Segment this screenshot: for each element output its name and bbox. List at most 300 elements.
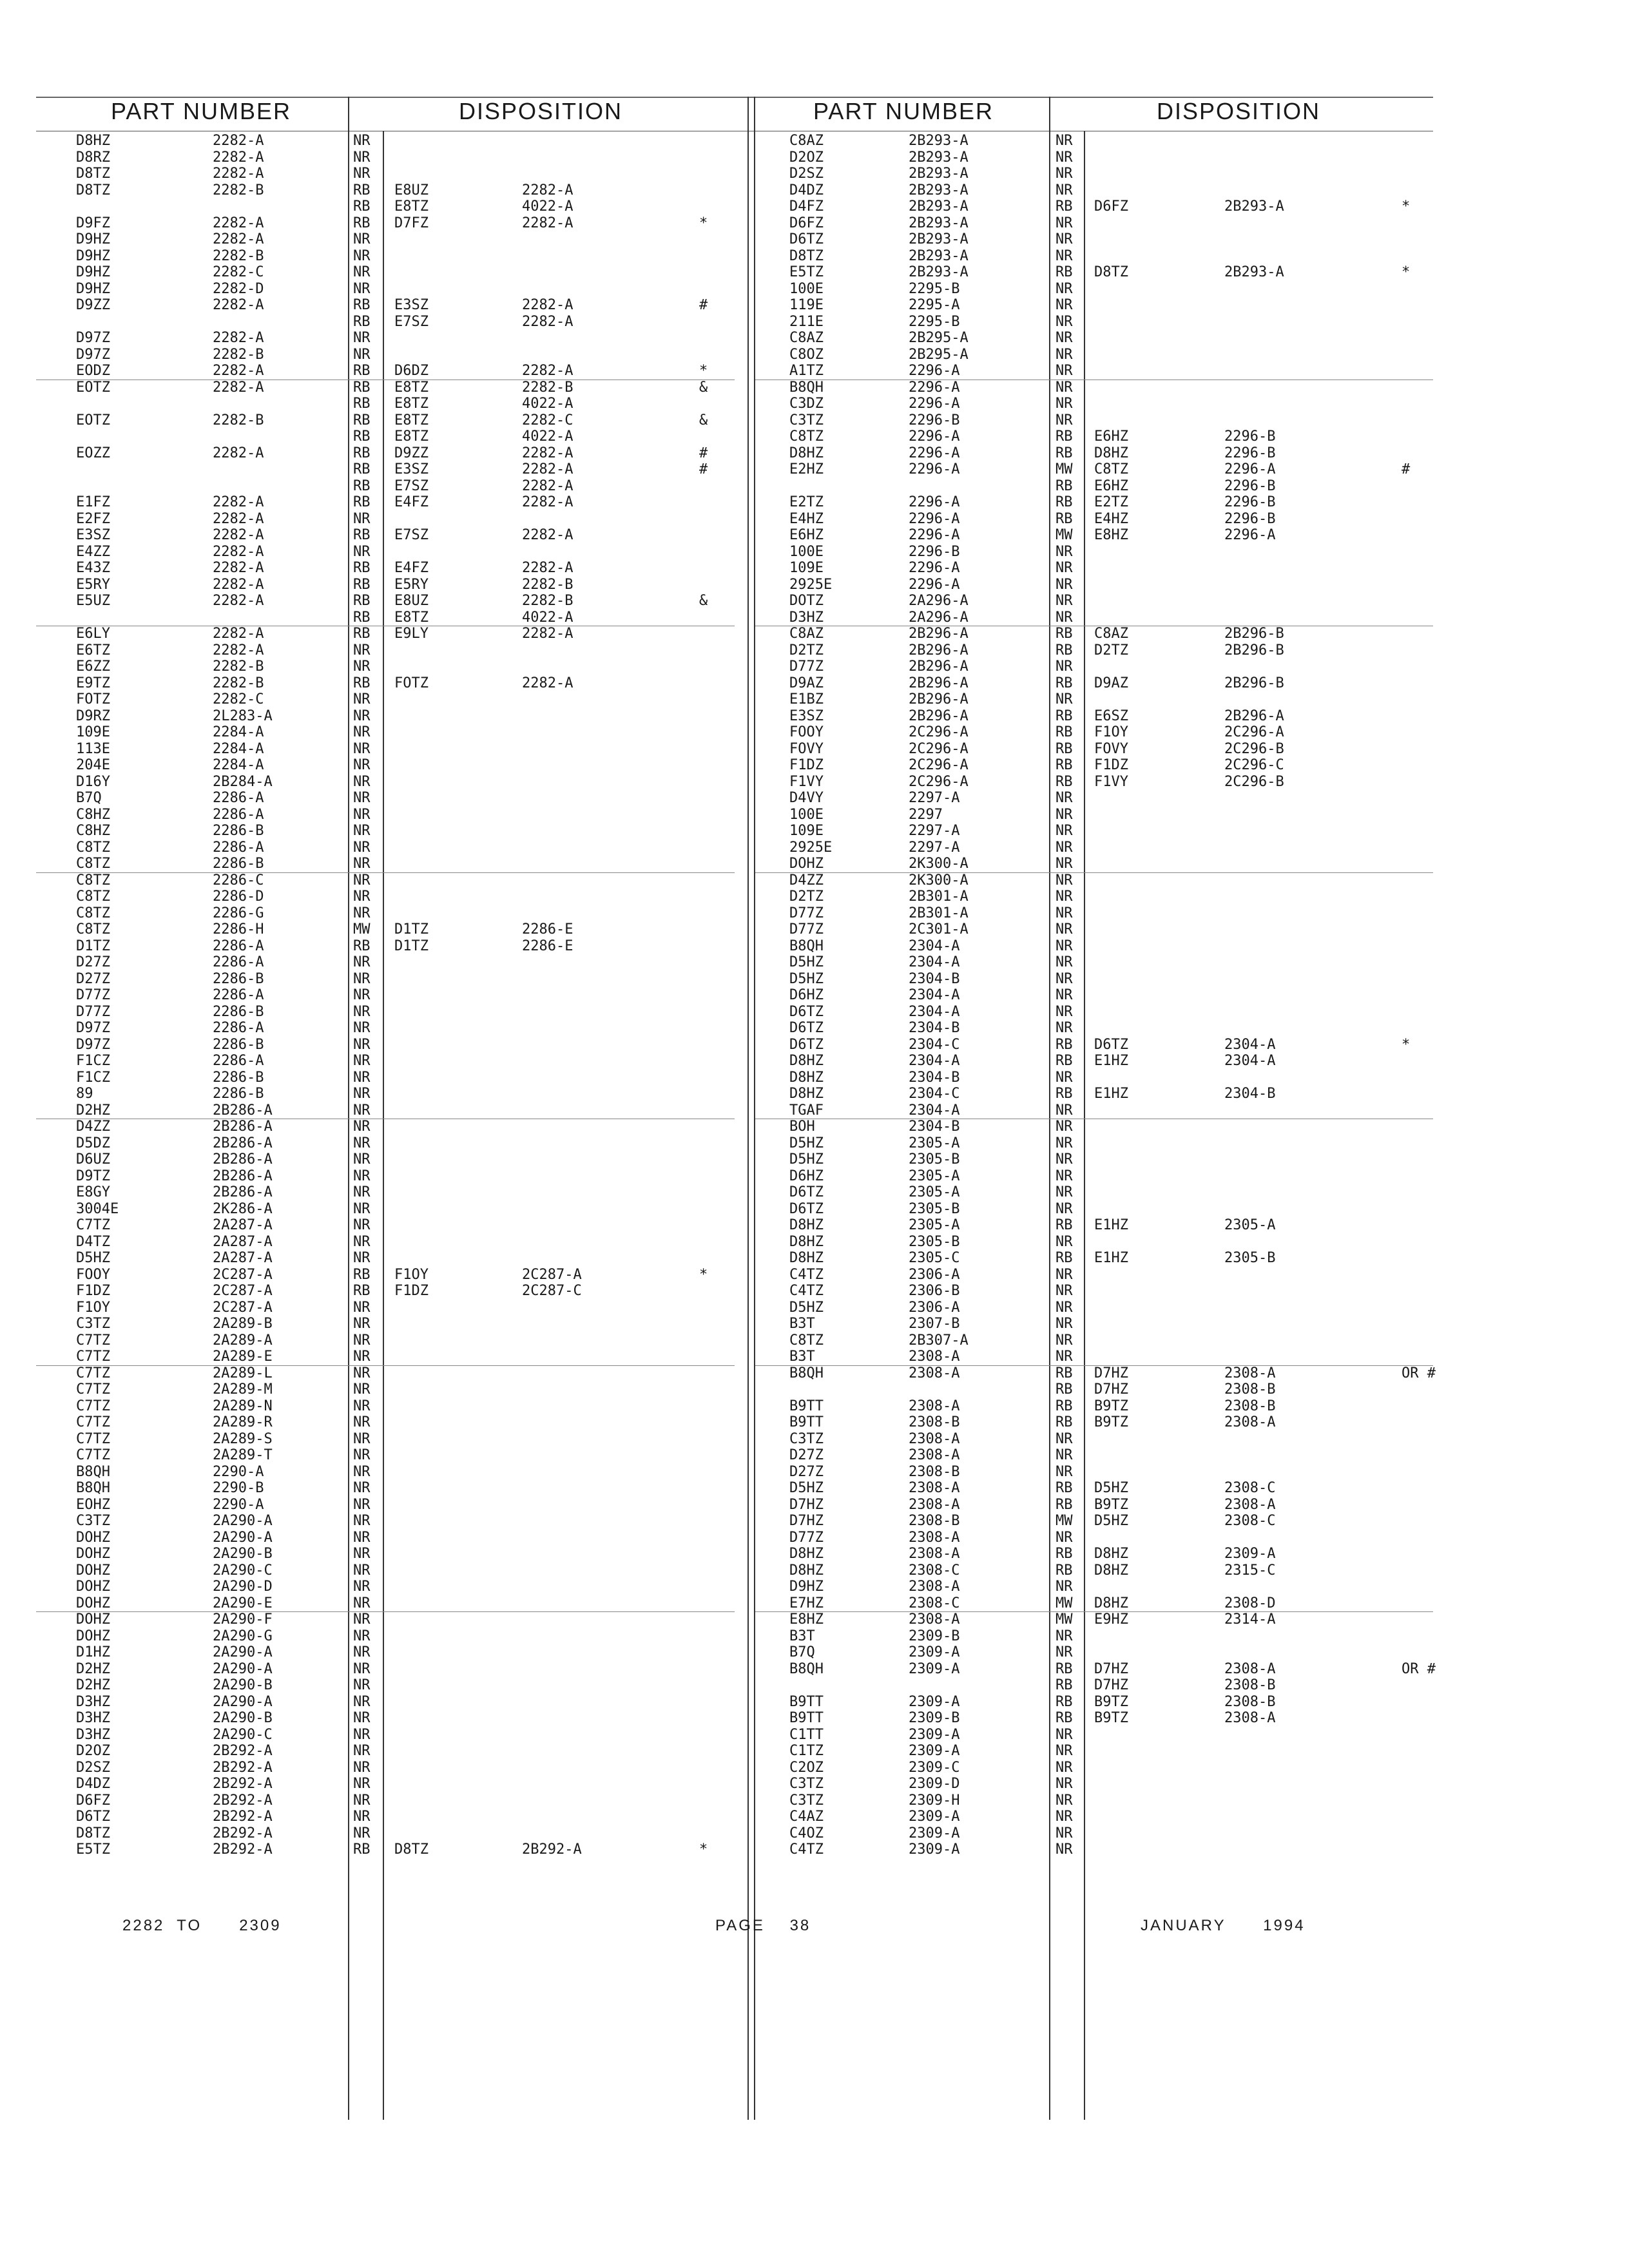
right-code-cell: NR	[1055, 149, 1073, 166]
left-part-cell: F1CZ	[76, 1069, 110, 1086]
left-number-cell: 2B292-A	[213, 1841, 273, 1858]
left-code-cell: NR	[353, 1677, 371, 1693]
left-ref-number-cell: 4022-A	[522, 428, 574, 445]
right-code-cell: NR	[1055, 839, 1073, 856]
left-code-cell: NR	[353, 1809, 371, 1825]
left-number-cell: 2284-A	[213, 740, 264, 757]
right-number-cell: 2B301-A	[909, 905, 969, 921]
right-code-cell: NR	[1055, 970, 1073, 987]
left-code-cell: NR	[353, 1792, 371, 1809]
left-ref-part-cell: D8TZ	[394, 1841, 429, 1858]
right-part-cell: B9TT	[789, 1710, 824, 1726]
right-ref-part-cell: C8AZ	[1094, 626, 1128, 642]
right-code-cell: NR	[1055, 133, 1073, 149]
right-part-cell: D4FZ	[789, 198, 824, 215]
left-number-cell: 2A290-D	[213, 1579, 273, 1595]
left-number-cell: 2A290-E	[213, 1595, 273, 1611]
left-code-cell: NR	[353, 658, 371, 675]
left-code-cell: NR	[353, 691, 371, 707]
left-number-cell: 2282-A	[213, 510, 264, 527]
right-part-cell: B3T	[789, 1316, 815, 1332]
left-ref-number-cell: 2282-A	[522, 445, 574, 461]
left-group-rule	[36, 1611, 735, 1612]
right-code-cell: NR	[1055, 1168, 1073, 1184]
right-part-cell: D5HZ	[789, 1135, 824, 1151]
left-number-cell: 2A287-A	[213, 1217, 273, 1233]
right-number-cell: 2C296-A	[909, 740, 969, 757]
left-note-cell: *	[699, 1266, 708, 1283]
right-code-cell: NR	[1055, 1003, 1073, 1020]
right-code-cell: NR	[1055, 1332, 1073, 1349]
right-ref-part-cell: F1VY	[1094, 773, 1128, 790]
left-code-cell: RB	[353, 461, 371, 477]
left-number-cell: 2A289-B	[213, 1316, 273, 1332]
left-code-cell: NR	[353, 346, 371, 363]
right-code-cell: NR	[1055, 1841, 1073, 1858]
right-part-cell: D8HZ	[789, 1546, 824, 1562]
left-part-cell: D9HZ	[76, 280, 110, 297]
right-ref-number-cell: 2308-C	[1224, 1513, 1276, 1529]
right-ref-part-cell: D8HZ	[1094, 1595, 1128, 1611]
left-part-cell: D8HZ	[76, 133, 110, 149]
right-code-cell: NR	[1055, 1119, 1073, 1135]
left-note-cell: &	[699, 412, 708, 428]
right-code-cell: NR	[1055, 1776, 1073, 1792]
right-part-cell: 2925E	[789, 576, 833, 593]
right-note-cell: #	[1402, 461, 1411, 477]
left-ref-part-cell: E4FZ	[394, 494, 429, 510]
right-number-cell: 2309-D	[909, 1776, 960, 1792]
left-number-cell: 2282-C	[213, 691, 264, 707]
right-code-cell: RB	[1055, 1381, 1073, 1398]
right-number-cell: 2305-A	[909, 1184, 960, 1200]
left-code-cell: NR	[353, 1546, 371, 1562]
right-ref-number-cell: 2296-B	[1224, 510, 1276, 527]
right-ref-number-cell: 2308-A	[1224, 1365, 1276, 1381]
right-part-cell: 109E	[789, 823, 824, 839]
left-part-cell: FOOY	[76, 1266, 110, 1283]
left-part-cell: D9HZ	[76, 247, 110, 264]
left-code-cell: RB	[353, 626, 371, 642]
left-ref-number-cell: 2C287-C	[522, 1283, 582, 1299]
left-ref-number-cell: 2282-A	[522, 494, 574, 510]
right-part-cell: D8HZ	[789, 1250, 824, 1266]
left-number-cell: 2A290-F	[213, 1611, 273, 1628]
left-part-cell: D5HZ	[76, 1250, 110, 1266]
left-code-cell: NR	[353, 1299, 371, 1316]
left-part-cell: C7TZ	[76, 1381, 110, 1398]
right-part-cell: C4AZ	[789, 1809, 824, 1825]
right-number-cell: 2308-A	[909, 1546, 960, 1562]
left-number-cell: 2282-A	[213, 543, 264, 560]
right-part-cell: C1TT	[789, 1726, 824, 1743]
left-code-cell: NR	[353, 889, 371, 905]
right-code-cell: NR	[1055, 937, 1073, 954]
left-number-cell: 2282-A	[213, 560, 264, 576]
right-code-cell: NR	[1055, 1233, 1073, 1250]
right-code-cell: NR	[1055, 280, 1073, 297]
left-code-cell: NR	[353, 1086, 371, 1102]
right-code-cell: NR	[1055, 1743, 1073, 1759]
right-ref-part-cell: D7HZ	[1094, 1365, 1128, 1381]
left-code-cell: NR	[353, 543, 371, 560]
right-part-cell: D6TZ	[789, 231, 824, 247]
left-code-cell: NR	[353, 264, 371, 280]
left-part-cell: D3HZ	[76, 1693, 110, 1710]
left-ref-number-cell: 2282-B	[522, 576, 574, 593]
right-part-cell: B8QH	[789, 1365, 824, 1381]
footer-date: JANUARY 1994	[1141, 1917, 1306, 1934]
right-number-cell: 2305-A	[909, 1135, 960, 1151]
right-ref-part-cell: B9TZ	[1094, 1693, 1128, 1710]
right-code-cell: NR	[1055, 1628, 1073, 1644]
left-number-cell: 2286-B	[213, 856, 264, 872]
right-number-cell: 2306-B	[909, 1283, 960, 1299]
left-code-cell: NR	[353, 642, 371, 658]
left-code-cell: NR	[353, 790, 371, 806]
right-part-cell: B9TT	[789, 1693, 824, 1710]
right-code-cell: RB	[1055, 1086, 1073, 1102]
right-part-cell: D6TZ	[789, 1200, 824, 1217]
right-number-cell: 2308-A	[909, 1365, 960, 1381]
right-part-cell: E4HZ	[789, 510, 824, 527]
left-ref-number-cell: 2282-A	[522, 297, 574, 313]
left-number-cell: 2A290-C	[213, 1726, 273, 1743]
right-part-cell: E3SZ	[789, 707, 824, 724]
right-part-cell: C8OZ	[789, 346, 824, 363]
right-code-cell: NR	[1055, 1020, 1073, 1036]
footer-range: 2282 TO 2309	[122, 1917, 282, 1934]
left-part-cell: D97Z	[76, 1036, 110, 1053]
left-number-cell: 2286-H	[213, 921, 264, 937]
left-ref-number-cell: 2282-B	[522, 379, 574, 396]
right-part-cell: E7HZ	[789, 1595, 824, 1611]
right-number-cell: 2309-A	[909, 1660, 960, 1677]
right-number-cell: 2295-A	[909, 297, 960, 313]
right-code-cell: NR	[1055, 954, 1073, 970]
left-ref-number-cell: 2282-A	[522, 363, 574, 379]
right-part-cell: D7HZ	[789, 1513, 824, 1529]
right-code-cell: NR	[1055, 905, 1073, 921]
right-number-cell: 2304-B	[909, 970, 960, 987]
right-ref-number-cell: 2308-C	[1224, 1480, 1276, 1496]
left-part-cell: 109E	[76, 724, 110, 740]
right-code-cell: RB	[1055, 1414, 1073, 1430]
right-part-cell: F1VY	[789, 773, 824, 790]
left-code-cell: RB	[353, 576, 371, 593]
right-part-cell: D5HZ	[789, 1151, 824, 1168]
right-number-cell: 2308-B	[909, 1463, 960, 1480]
left-ref-number-cell: 2282-A	[522, 182, 574, 198]
left-number-cell: 2282-A	[213, 215, 264, 231]
right-ref-part-cell: D8HZ	[1094, 1546, 1128, 1562]
right-part-cell: C8AZ	[789, 626, 824, 642]
right-ref-number-cell: 2C296-B	[1224, 773, 1284, 790]
left-part-cell: D97Z	[76, 346, 110, 363]
right-part-cell: D5HZ	[789, 1480, 824, 1496]
right-number-cell: 2308-C	[909, 1595, 960, 1611]
left-code-cell: NR	[353, 1168, 371, 1184]
right-part-cell: D6TZ	[789, 1184, 824, 1200]
left-number-cell: 2286-B	[213, 823, 264, 839]
left-group-rule	[36, 872, 735, 873]
right-number-cell: 2B293-A	[909, 198, 969, 215]
right-code-cell: RB	[1055, 1250, 1073, 1266]
left-code-cell: RB	[353, 182, 371, 198]
left-ref-number-cell: 2282-A	[522, 215, 574, 231]
left-part-cell: FOTZ	[76, 691, 110, 707]
left-number-cell: 2B292-A	[213, 1792, 273, 1809]
left-code-cell: NR	[353, 1743, 371, 1759]
left-code-cell: RB	[353, 215, 371, 231]
left-number-cell: 2A289-A	[213, 1332, 273, 1349]
right-code-cell: MW	[1055, 1611, 1073, 1628]
left-number-cell: 2282-C	[213, 264, 264, 280]
right-part-cell: C3TZ	[789, 412, 824, 428]
right-code-cell: RB	[1055, 428, 1073, 445]
left-ref-number-cell: 4022-A	[522, 198, 574, 215]
left-part-cell: E2FZ	[76, 510, 110, 527]
left-ref-part-cell: D7FZ	[394, 215, 429, 231]
right-number-cell: 2297	[909, 806, 943, 823]
left-number-cell: 2286-D	[213, 889, 264, 905]
left-number-cell: 2282-B	[213, 675, 264, 691]
right-code-cell: NR	[1055, 609, 1073, 626]
left-number-cell: 2B292-A	[213, 1759, 273, 1776]
left-number-cell: 2290-A	[213, 1463, 264, 1480]
left-number-cell: 2286-B	[213, 1069, 264, 1086]
right-code-cell: RB	[1055, 675, 1073, 691]
right-part-cell: C3TZ	[789, 1430, 824, 1447]
right-number-cell: 2309-A	[909, 1825, 960, 1841]
right-part-cell: 109E	[789, 560, 824, 576]
left-part-cell: C8HZ	[76, 806, 110, 823]
right-number-cell: 2304-A	[909, 1003, 960, 1020]
left-code-cell: NR	[353, 1053, 371, 1069]
right-ref-number-cell: 2296-B	[1224, 477, 1276, 494]
right-part-cell: D4VY	[789, 790, 824, 806]
right-ref-part-cell: E6SZ	[1094, 707, 1128, 724]
right-number-cell: 2308-A	[909, 1398, 960, 1414]
right-code-cell: MW	[1055, 527, 1073, 543]
left-code-cell: NR	[353, 1776, 371, 1792]
right-code-cell: NR	[1055, 889, 1073, 905]
right-number-cell: 2B293-A	[909, 149, 969, 166]
left-code-cell: RB	[353, 609, 371, 626]
right-part-cell: D2SZ	[789, 166, 824, 182]
right-code-cell: MW	[1055, 1595, 1073, 1611]
left-number-cell: 2A290-A	[213, 1644, 273, 1660]
left-number-cell: 2C287-A	[213, 1283, 273, 1299]
left-code-cell: NR	[353, 1628, 371, 1644]
right-part-cell: C4TZ	[789, 1841, 824, 1858]
left-part-cell: F1CZ	[76, 1053, 110, 1069]
right-code-cell: RB	[1055, 1496, 1073, 1513]
right-part-cell: E2HZ	[789, 461, 824, 477]
right-number-cell: 2B296-A	[909, 626, 969, 642]
left-code-cell: NR	[353, 1184, 371, 1200]
left-number-cell: 2A290-B	[213, 1677, 273, 1693]
right-code-cell: NR	[1055, 658, 1073, 675]
left-number-cell: 2282-B	[213, 247, 264, 264]
left-part-cell: D97Z	[76, 1020, 110, 1036]
left-code-cell: NR	[353, 1069, 371, 1086]
right-ref-part-cell: E1HZ	[1094, 1217, 1128, 1233]
right-part-cell: C8AZ	[789, 133, 824, 149]
right-code-cell: NR	[1055, 1200, 1073, 1217]
left-ref-number-cell: 2282-B	[522, 593, 574, 609]
left-part-cell: DOHZ	[76, 1562, 110, 1579]
left-part-cell: D6FZ	[76, 1792, 110, 1809]
right-ref-part-cell: E9HZ	[1094, 1611, 1128, 1628]
right-part-cell: D9HZ	[789, 1579, 824, 1595]
left-code-cell: NR	[353, 1660, 371, 1677]
left-number-cell: 2282-A	[213, 297, 264, 313]
left-number-cell: 2A289-S	[213, 1430, 273, 1447]
right-part-cell: C4OZ	[789, 1825, 824, 1841]
right-code-cell: RB	[1055, 1398, 1073, 1414]
right-number-cell: 2296-A	[909, 560, 960, 576]
left-col-divider	[348, 97, 349, 2120]
right-part-cell: D3HZ	[789, 609, 824, 626]
right-part-cell: 119E	[789, 297, 824, 313]
right-note-cell: *	[1402, 1036, 1411, 1053]
right-part-cell: C1TZ	[789, 1743, 824, 1759]
left-number-cell: 2286-B	[213, 1003, 264, 1020]
right-ref-part-cell: F1OY	[1094, 724, 1128, 740]
right-ref-number-cell: 2315-C	[1224, 1562, 1276, 1579]
left-number-cell: 2B286-A	[213, 1119, 273, 1135]
left-part-cell: D3HZ	[76, 1710, 110, 1726]
left-part-cell: D6UZ	[76, 1151, 110, 1168]
left-code-cell: NR	[353, 773, 371, 790]
left-code-cell: RB	[353, 428, 371, 445]
right-part-cell: DOTZ	[789, 593, 824, 609]
left-ref-part-cell: F1DZ	[394, 1283, 429, 1299]
right-part-cell: B9TT	[789, 1398, 824, 1414]
right-number-cell: 2297-A	[909, 823, 960, 839]
right-code-cell: NR	[1055, 1759, 1073, 1776]
left-part-cell: EOHZ	[76, 1496, 110, 1513]
right-ref-number-cell: 2B296-B	[1224, 675, 1284, 691]
left-code-cell: NR	[353, 823, 371, 839]
right-ref-part-cell: B9TZ	[1094, 1710, 1128, 1726]
left-code-cell: NR	[353, 149, 371, 166]
left-code-cell: NR	[353, 280, 371, 297]
left-part-cell: D1HZ	[76, 1644, 110, 1660]
right-code-cell: RB	[1055, 1053, 1073, 1069]
right-code-cell: NR	[1055, 1792, 1073, 1809]
left-number-cell: 2B286-A	[213, 1184, 273, 1200]
right-number-cell: 2295-B	[909, 313, 960, 330]
right-number-cell: 2296-A	[909, 494, 960, 510]
right-ref-number-cell: 2304-A	[1224, 1053, 1276, 1069]
left-part-cell: C7TZ	[76, 1217, 110, 1233]
left-code-cell: NR	[353, 1579, 371, 1595]
right-code-cell: NR	[1055, 231, 1073, 247]
right-code-cell: NR	[1055, 247, 1073, 264]
left-part-cell: 113E	[76, 740, 110, 757]
left-part-cell: D1TZ	[76, 937, 110, 954]
right-part-cell: D8HZ	[789, 1053, 824, 1069]
left-number-cell: 2A290-C	[213, 1562, 273, 1579]
left-number-cell: 2A289-E	[213, 1349, 273, 1365]
right-code-cell: NR	[1055, 823, 1073, 839]
left-part-cell: F1DZ	[76, 1283, 110, 1299]
right-note-cell: OR #	[1402, 1365, 1436, 1381]
left-number-cell: 2C287-A	[213, 1299, 273, 1316]
right-code-cell: NR	[1055, 297, 1073, 313]
right-number-cell: 2309-A	[909, 1693, 960, 1710]
left-part-cell: D4TZ	[76, 1233, 110, 1250]
left-code-cell: NR	[353, 1595, 371, 1611]
right-code-cell: MW	[1055, 1513, 1073, 1529]
right-number-cell: 2308-C	[909, 1562, 960, 1579]
left-code-cell: RB	[353, 313, 371, 330]
right-ref-part-cell: E6HZ	[1094, 477, 1128, 494]
left-number-cell: 2A290-B	[213, 1546, 273, 1562]
right-code-cell: RB	[1055, 724, 1073, 740]
right-code-cell: NR	[1055, 215, 1073, 231]
right-part-cell: D77Z	[789, 905, 824, 921]
left-code-cell: NR	[353, 872, 371, 889]
right-part-cell: B8QH	[789, 937, 824, 954]
right-ref-number-cell: 2304-B	[1224, 1086, 1276, 1102]
left-note-cell: &	[699, 593, 708, 609]
right-ref-part-cell: FOVY	[1094, 740, 1128, 757]
left-ref-part-cell: E8TZ	[394, 379, 429, 396]
left-part-cell: E5RY	[76, 576, 110, 593]
right-code-cell: NR	[1055, 379, 1073, 396]
right-code-cell: NR	[1055, 987, 1073, 1003]
right-code-cell: NR	[1055, 790, 1073, 806]
right-number-cell: 2309-C	[909, 1759, 960, 1776]
left-code-cell: RB	[353, 494, 371, 510]
left-code-cell: RB	[353, 363, 371, 379]
right-part-cell: C8TZ	[789, 1332, 824, 1349]
right-number-cell: 2296-A	[909, 379, 960, 396]
left-part-cell: D6TZ	[76, 1809, 110, 1825]
right-code-cell: NR	[1055, 412, 1073, 428]
left-part-cell: B8QH	[76, 1463, 110, 1480]
right-ref-number-cell: 2308-B	[1224, 1693, 1276, 1710]
right-ref-number-cell: 2296-B	[1224, 494, 1276, 510]
left-part-cell: EODZ	[76, 363, 110, 379]
left-number-cell: 2282-B	[213, 658, 264, 675]
right-ref-part-cell: C8TZ	[1094, 461, 1128, 477]
left-code-cell: RB	[353, 297, 371, 313]
left-part-cell: C3TZ	[76, 1513, 110, 1529]
left-code-cell: NR	[353, 1529, 371, 1546]
right-part-cell: D77Z	[789, 658, 824, 675]
right-ref-number-cell: 2308-A	[1224, 1414, 1276, 1430]
left-code-cell: NR	[353, 1250, 371, 1266]
left-ref-part-cell: E7SZ	[394, 477, 429, 494]
right-number-cell: 2B295-A	[909, 346, 969, 363]
left-code-cell: NR	[353, 1217, 371, 1233]
left-part-cell: C8TZ	[76, 921, 110, 937]
left-note-cell: *	[699, 215, 708, 231]
left-part-cell: DOHZ	[76, 1529, 110, 1546]
right-part-cell: FOOY	[789, 724, 824, 740]
right-number-cell: 2309-A	[909, 1809, 960, 1825]
left-ref-part-cell: E7SZ	[394, 313, 429, 330]
left-part-cell: D8TZ	[76, 166, 110, 182]
left-note-cell: *	[699, 363, 708, 379]
left-part-cell: D9RZ	[76, 707, 110, 724]
right-number-cell: 2306-A	[909, 1299, 960, 1316]
right-number-cell: 2C296-A	[909, 757, 969, 773]
